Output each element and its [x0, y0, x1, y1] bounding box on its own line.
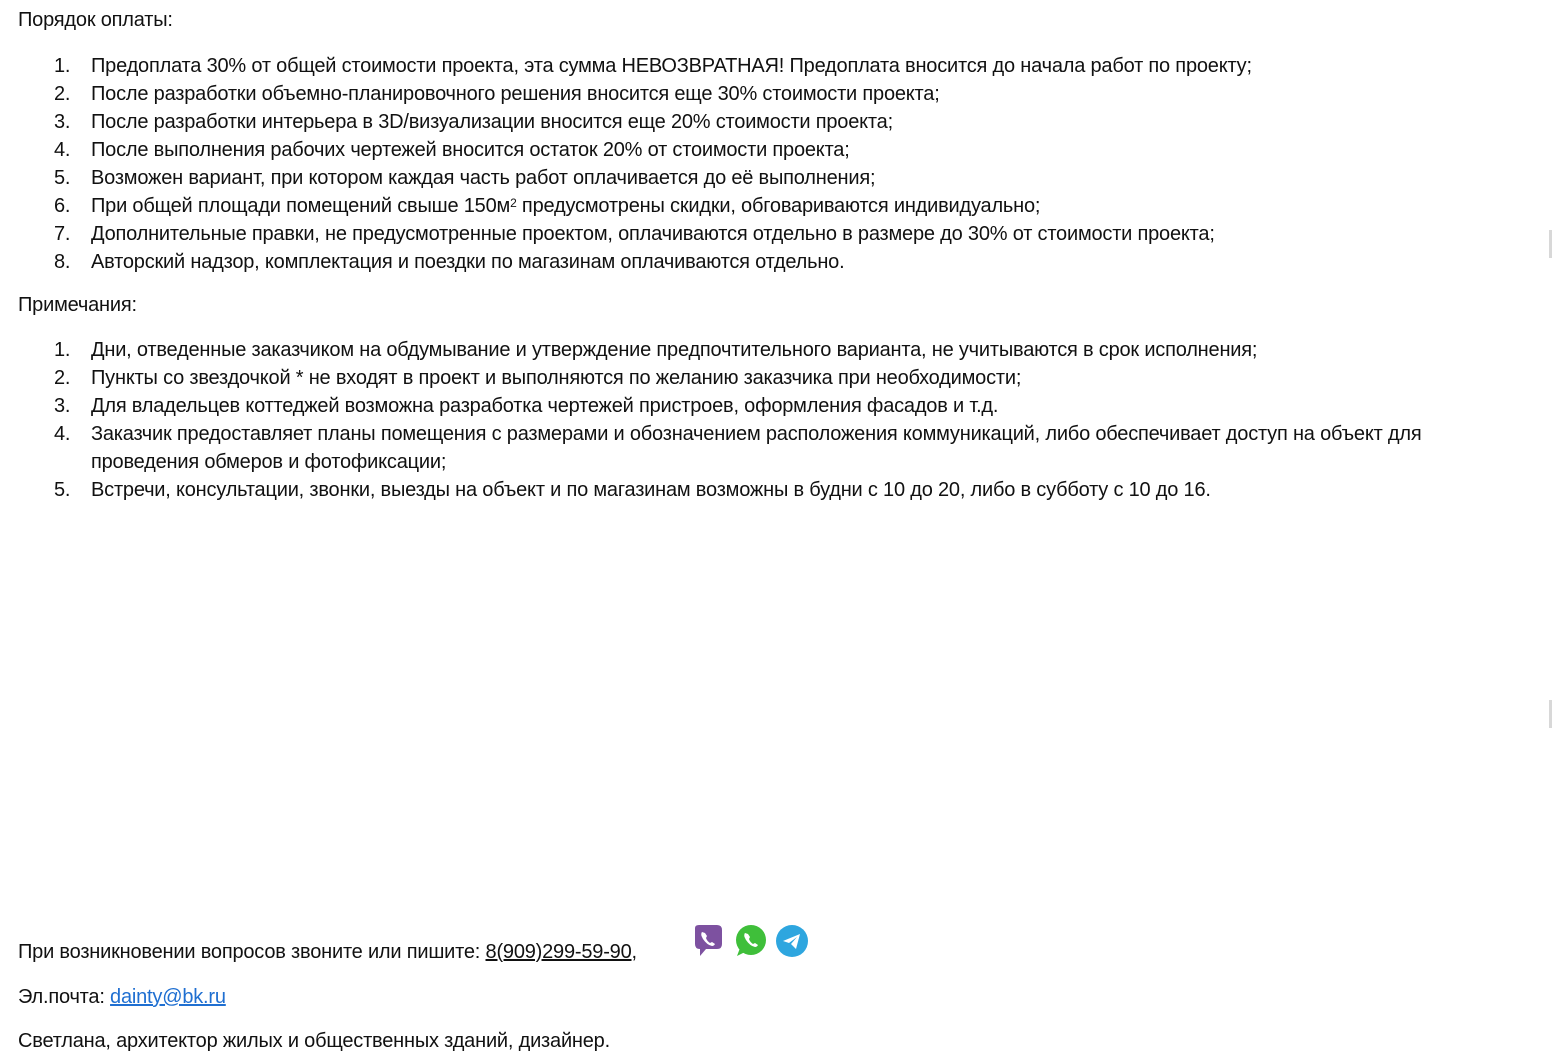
payment-heading: Порядок оплаты:: [18, 9, 173, 31]
list-item: 5. Возможен вариант, при котором каждая часть работ оплачивается до её выполнения;: [54, 167, 876, 189]
viber-icon[interactable]: [691, 924, 725, 958]
phone-line: При возникновении вопросов звоните или пишите: 8(909)299-59-90,: [18, 941, 637, 963]
payment-list: [0, 52, 1540, 276]
list-item: 8. Авторский надзор, комплектация и поездки по магазинам оплачиваются отдельно.: [54, 251, 845, 273]
signature: Светлана, архитектор жилых и общественных зданий, дизайнер.: [18, 1030, 610, 1052]
notes-heading: Примечания:: [18, 294, 137, 316]
list-item: 2. После разработки объемно-планировочного решения вносится еще 30% стоимости проекта;: [54, 83, 940, 105]
messenger-icons: [691, 924, 809, 958]
list-item: 7. Дополнительные правки, не предусмотренные проектом, оплачиваются отдельно в размере до 30% от стоимости проекта;: [54, 223, 1215, 245]
list-item: 1. Дни, отведенные заказчиком на обдумывание и утверждение предпочтительного варианта, не учитываются в срок исполнения;: [54, 339, 1258, 361]
list-item: 2. Пункты со звездочкой * не входят в проект и выполняются по желанию заказчика при необходимости;: [54, 367, 1022, 389]
list-item: 1. Предоплата 30% от общей стоимости проекта, эта сумма НЕВОЗВРАТНАЯ! Предоплата вносится до начала работ по проекту;: [54, 55, 1252, 77]
notes-list: [0, 336, 1540, 504]
whatsapp-icon[interactable]: [733, 924, 767, 958]
list-item: 3. Для владельцев коттеджей возможна разработка чертежей пристроев, оформления фасадов и т.д.: [54, 395, 999, 417]
list-item: 6. При общей площади помещений свыше $150м^2$ предусмотрены скидки, обговариваются индивидуально;: [54, 195, 1041, 217]
list-item: 4. После выполнения рабочих чертежей вносится остаток 20% от стоимости проекта;: [54, 139, 850, 161]
superscript: 2: [510, 196, 517, 210]
phone-link[interactable]: 8(909)299-59-90: [485, 941, 632, 963]
email-line: Эл.почта: dainty@bk.ru: [18, 986, 226, 1008]
email-link[interactable]: dainty@bk.ru: [110, 986, 226, 1008]
list-item: 3. После разработки интерьера в 3D/визуализации вносится еще 20% стоимости проекта;: [54, 111, 893, 133]
list-item: 5. Встречи, консультации, звонки, выезды на объект и по магазинам возможны в будни с 10 до 20, либо в субботу с 10 до 16.: [54, 479, 1211, 501]
list-item: 4. Заказчик предоставляет планы помещения с размерами и обозначением расположения коммуникаций, либо обеспечивает доступ на объект для проведения обмеров и фотофиксации;: [54, 423, 1422, 473]
telegram-icon[interactable]: [775, 924, 809, 958]
